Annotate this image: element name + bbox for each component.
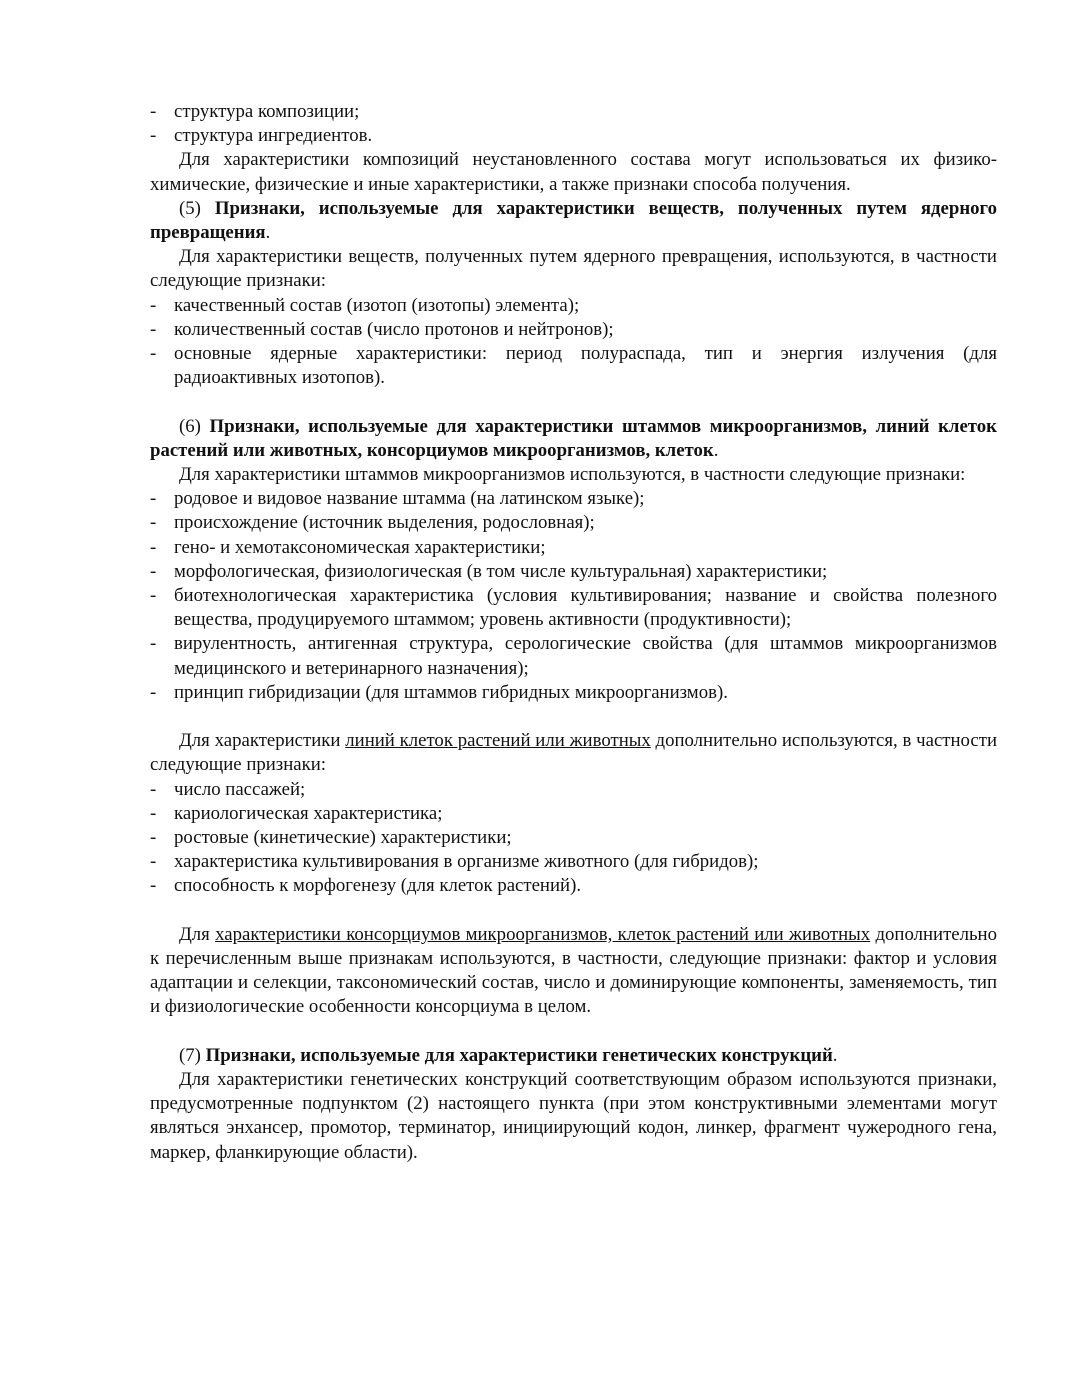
section-number: (7) <box>179 1044 201 1066</box>
list-item <box>150 294 997 318</box>
section-period: . <box>265 222 271 244</box>
list-item <box>150 826 997 850</box>
list-dash: - <box>150 294 157 316</box>
section-period: . <box>832 1044 838 1066</box>
list-dash: - <box>150 512 157 534</box>
list-item-text: принцип гибридизации (для штаммов гибридных микроорганизмов). <box>174 681 728 703</box>
section-number: (5) <box>179 197 201 219</box>
list-item-text: структура ингредиентов. <box>174 125 373 147</box>
list-item <box>150 536 997 560</box>
list-item <box>150 100 997 124</box>
spacer <box>150 705 997 729</box>
list-item-text: родовое и видовое название штамма (на латинском языке); <box>174 488 645 510</box>
paragraph: Для характеристики штаммов микроорганизмов используются, в частности следующие признаки: <box>179 464 966 486</box>
underlined-text: линий клеток растений или животных <box>345 730 651 752</box>
paragraph: Для характеристики генетических конструкций соответствующим образом используются признаки, предусмотренные подпунктом (2) настоящего пункта (при этом конструктивными элементами могут являться энхансер, промотор, терминатор, инициирующий кодон, линкер, фрагмент чужеродного гена, маркер, фланкирующие области). <box>150 1069 997 1163</box>
text-run: Для характеристики <box>179 730 346 752</box>
section-number: (6) <box>179 415 201 437</box>
list-item-text: основные ядерные характеристики: период полураспада, тип и энергия излучения (для радиоактивных изотопов). <box>174 343 997 389</box>
section-period: . <box>713 439 719 461</box>
list-dash: - <box>150 560 157 582</box>
list-dash: - <box>150 778 157 800</box>
text-run: дополнительно используются, в частности следующие признаки: <box>150 730 997 776</box>
list-item <box>150 584 997 632</box>
paragraph: Для характеристики веществ, полученных путем ядерного превращения, используются, в частности следующие признаки: <box>150 246 997 292</box>
list-item-text: способность к морфогенезу (для клеток растений). <box>174 875 582 897</box>
list-item-text: гено- и хемотаксономическая характеристики; <box>174 536 546 558</box>
list-item <box>150 850 997 874</box>
list-dash: - <box>150 851 157 873</box>
list-dash: - <box>150 488 157 510</box>
list-item-text: характеристика культивирования в организме животного (для гибридов); <box>174 851 759 873</box>
list-item-text: биотехнологическая характеристика (условия культивирования; название и свойства полезного вещества, продуцируемого штаммом; уровень активности (продуктивности); <box>174 585 997 631</box>
list-dash: - <box>150 827 157 849</box>
list-item <box>150 632 997 680</box>
list-item-text: число пассажей; <box>174 778 306 800</box>
list-dash: - <box>150 585 157 607</box>
underlined-text: характеристики консорциумов микроорганизмов, клеток растений или животных <box>215 923 871 945</box>
list-item <box>150 318 997 342</box>
section-title: Признаки, используемые для характеристики штаммов микроорганизмов, линий клеток растений или животных, консорциумов микроорганизмов, клеток <box>150 415 997 461</box>
list-dash: - <box>150 536 157 558</box>
paragraph-cell-lines <box>150 729 997 777</box>
document-body <box>150 100 997 1165</box>
list-dash: - <box>150 681 157 703</box>
list-item <box>150 511 997 535</box>
paragraph-consortia <box>150 923 997 1020</box>
list-item <box>150 681 997 705</box>
list-item-text: ростовые (кинетические) характеристики; <box>174 827 512 849</box>
list-item <box>150 560 997 584</box>
section-title: Признаки, используемые для характеристики генетических конструкций <box>205 1044 833 1066</box>
list-item <box>150 874 997 898</box>
list-item <box>150 124 997 148</box>
list-dash: - <box>150 875 157 897</box>
spacer <box>150 390 997 414</box>
section-title: Признаки, используемые для характеристики веществ, полученных путем ядерного превращения <box>150 197 997 244</box>
list-item-text: морфологическая, физиологическая (в том числе культуральная) характеристики; <box>174 560 828 582</box>
list-item <box>150 487 997 511</box>
paragraph: Для характеристики композиций неустановленного состава могут использоваться их физико-химические, физические и иные характеристики, а также признаки способа получения. <box>150 149 997 195</box>
text-run: дополнительно к перечисленным выше признакам используются, в частности, следующие признаки: фактор и условия адаптации и селекции, таксономический состав, число и доминирующие компоненты, заменяемость, тип и физиологические особенности консорциума в целом. <box>150 923 997 1018</box>
list-item <box>150 342 997 390</box>
list-dash: - <box>150 125 157 147</box>
spacer <box>150 1020 997 1044</box>
list-item <box>150 802 997 826</box>
list-dash: - <box>150 318 157 340</box>
list-item <box>150 778 997 802</box>
section-heading-7 <box>150 1044 997 1068</box>
list-dash: - <box>150 101 157 122</box>
list-dash: - <box>150 343 157 365</box>
list-dash: - <box>150 633 157 655</box>
list-item-text: количественный состав (число протонов и нейтронов); <box>174 318 614 340</box>
list-item-text: вирулентность, антигенная структура, серологические свойства (для штаммов микроорганизмов медицинского и ветеринарного назначения); <box>174 633 997 679</box>
text-run: Для <box>179 923 216 945</box>
list-item-text: происхождение (источник выделения, родословная); <box>174 512 595 534</box>
list-dash: - <box>150 802 157 824</box>
list-item-text: качественный состав (изотоп (изотопы) элемента); <box>174 294 580 316</box>
list-item-text: структура композиции; <box>174 101 360 122</box>
list-item-text: кариологическая характеристика; <box>174 802 443 824</box>
section-heading-5 <box>150 197 997 245</box>
section-heading-6 <box>150 415 997 463</box>
spacer <box>150 899 997 923</box>
